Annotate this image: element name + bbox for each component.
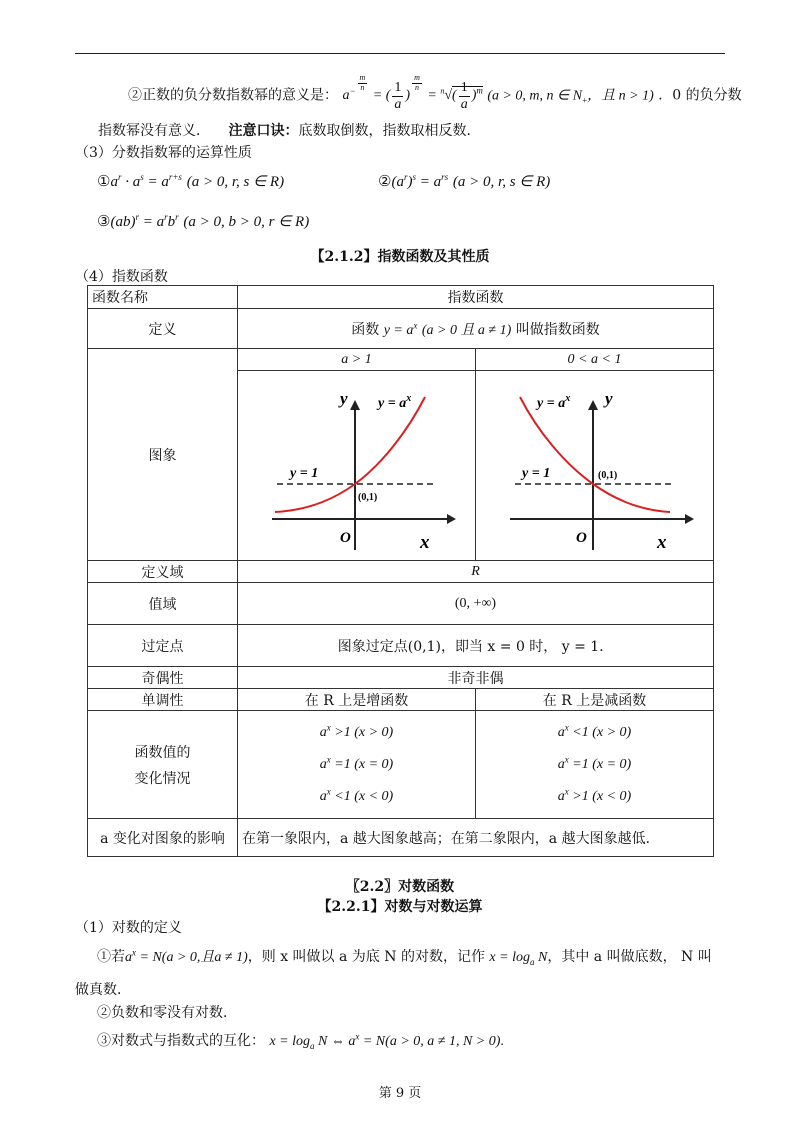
- range-label: 值域: [88, 583, 238, 625]
- log-def-1-line2: 做真数．: [75, 982, 131, 998]
- section4-title: （4）指数函数: [75, 269, 168, 285]
- name-label: 函数名称: [88, 286, 238, 309]
- y-axis-label: y: [604, 388, 613, 408]
- log-def-title: （1）对数的定义: [75, 920, 182, 936]
- heading-2-1-2: 【2.1.2】指数函数及其性质: [310, 249, 490, 265]
- change-label: [88, 711, 238, 819]
- property-2: $②(a^r)^s = a^{rs}$ (a > 0, r, s ∈ R): [378, 172, 551, 190]
- origin-label: O: [575, 529, 587, 546]
- curve-label: $y = a^x$: [377, 392, 411, 411]
- col-a-lt-1: 0 < a < 1: [476, 349, 714, 371]
- effect-label: a 变化对图象的影响: [88, 819, 238, 857]
- col-a-gt-1: a > 1: [238, 349, 476, 371]
- point-label: (0,1): [597, 469, 617, 481]
- neg-exp-condition-end: ，且 n > 1): [587, 88, 654, 104]
- def-cell: 函数 $y = a^x$ (a > 0 且 a ≠ 1) 叫做指数函数: [238, 309, 714, 349]
- neg-exp-no-meaning: 指数幂没有意义．: [98, 123, 210, 139]
- log-def-3-cond: (a > 0, a ≠ 1, N > 0): [385, 1034, 501, 1049]
- domain-label: 定义域: [88, 561, 238, 583]
- origin-label: O: [339, 529, 351, 546]
- monotonic-increasing: 在 R 上是增函数: [238, 689, 476, 711]
- exp-function-table: [87, 285, 714, 857]
- section3-title: （3）分数指数幂的运算性质: [75, 145, 252, 161]
- dec-row: $a^x <1$ (x > 0): [557, 721, 632, 740]
- point-label: (0,1): [357, 491, 377, 503]
- neg-exp-tail: ．0 的负分数: [658, 87, 742, 104]
- property-1: $①a^r \cdot a^s = a^{r+s}$ (a > 0, r, s ∈ R): [97, 172, 285, 190]
- log-def-1-b: ，则 x 叫做以 a 为底 N 的对数，记作: [247, 949, 485, 965]
- property-3: ③(ab)$^r$ = $a^rb^r$ (a > 0, b > 0, r ∈ R): [97, 212, 310, 230]
- inc-row: $a^x >1$ (x > 0): [319, 721, 394, 740]
- dec-row: $a^x =1$ (x = 0): [557, 753, 632, 772]
- neg-exp-line: ②正数的负分数指数幂的意义是： $a^{- \frac{m}{n}}$ = ( $\frac{1}{a}$ ) $^{\frac{m}{n}}$ = $^n$√( $\frac{1}{a}$ )$^m$ (a > 0, m, n ∈ $N_+$，且 n > 1) ．0 的负分数: [128, 73, 742, 112]
- def-pre: 函数: [351, 321, 380, 338]
- curve-label: $y = a^x$: [536, 392, 570, 411]
- neg-exp-condition: (a > 0, m, n ∈ N: [487, 88, 583, 104]
- header-rule: [75, 53, 725, 54]
- x-axis-label: x: [419, 531, 429, 553]
- monotonic-label: 单调性: [88, 689, 238, 711]
- tip-text: 底数取倒数，指数取相反数．: [298, 123, 481, 139]
- change-increasing: [238, 711, 476, 819]
- property-1-cond: (a > 0, r, s ∈ R): [186, 174, 285, 190]
- effect-value: 在第一象限内，a 越大图象越高；在第二象限内，a 越大图象越低．: [238, 819, 714, 857]
- parity-label: 奇偶性: [88, 667, 238, 689]
- heading-2-2: 〖2.2〗对数函数: [345, 879, 455, 895]
- y1-label: y = 1: [521, 465, 550, 481]
- x-axis-label: x: [656, 531, 666, 553]
- graph-decreasing: [480, 372, 710, 560]
- change-label-line2: 变化情况: [134, 770, 191, 787]
- y-axis-label: y: [339, 388, 348, 408]
- inc-row: $a^x <1$ (x < 0): [319, 785, 394, 804]
- page-number: 第 9 页: [378, 1086, 422, 1101]
- log-def-1-a: ①若: [97, 949, 125, 965]
- range-value: (0, +∞): [238, 583, 714, 625]
- graph-increasing: [242, 372, 472, 560]
- heading-2-2-1: 【2.2.1】对数与对数运算: [317, 899, 483, 915]
- monotonic-decreasing: 在 R 上是减函数: [476, 689, 714, 711]
- y-axis-arrow: [350, 400, 360, 410]
- fixed-point-label: 过定点: [88, 625, 238, 667]
- change-label-line1: 函数值的: [134, 744, 191, 761]
- def-cond: (a > 0 且 a ≠ 1): [421, 322, 512, 338]
- property-2-cond: (a > 0, r, s ∈ R): [452, 174, 551, 190]
- domain-value: R: [238, 561, 714, 583]
- fixed-point-value: 图象过定点(0,1)，即当 x = 0 时， y = 1．: [238, 625, 714, 667]
- exp-curve-increasing: [275, 397, 425, 512]
- log-def-2: ②负数和零没有对数．: [97, 1005, 237, 1021]
- x-axis-arrow: [685, 514, 694, 524]
- graph-label: 图象: [88, 349, 238, 561]
- neg-exp-prefix: ②正数的负分数指数幂的意义是：: [128, 87, 338, 104]
- log-def-3: ③对数式与指数式的互化： $x = \log_a N$ ⇔ $a^x = N(a > 0$, a ≠ 1, N > 0).: [97, 1031, 504, 1051]
- name-value: 指数函数: [238, 286, 714, 309]
- dec-row: $a^x >1$ (x < 0): [557, 785, 632, 804]
- parity-value: 非奇非偶: [238, 667, 714, 689]
- neg-exp-line2: [98, 120, 480, 140]
- def-post: 叫做指数函数: [515, 321, 600, 338]
- graph-decreasing-cell: [476, 371, 714, 561]
- exp-curve-decreasing: [520, 397, 670, 512]
- neg-exp-formula: $a^{- \frac{m}{n}}$ = ( $\frac{1}{a}$ ) $^{\frac{m}{n}}$ = $^n$√( $\frac{1}{a}$ )$^m$: [342, 73, 483, 112]
- tip-label: 注意口诀：: [228, 123, 299, 139]
- log-def-3-a: ③对数式与指数式的互化：: [97, 1033, 265, 1049]
- y-axis-arrow: [588, 400, 598, 410]
- inc-row: $a^x =1$ (x = 0): [319, 753, 394, 772]
- property-3-cond: (a > 0, b > 0, r ∈ R): [183, 214, 310, 230]
- def-label: 定义: [88, 309, 238, 349]
- y1-label: y = 1: [289, 465, 318, 481]
- log-def-1: ①若$a^x = N(a > 0$,且a ≠ 1)，则 x 叫做以 a 为底 N 的对数，记作 $x = \log_a N$，其中 a 叫做底数， N 叫: [97, 947, 712, 967]
- change-decreasing: [476, 711, 714, 819]
- x-axis-arrow: [447, 514, 456, 524]
- log-def-1-c: ，其中 a 叫做底数， N 叫: [547, 949, 712, 965]
- log-def-1-cond: (a > 0,且a ≠ 1): [161, 950, 248, 965]
- graph-increasing-cell: [238, 371, 476, 561]
